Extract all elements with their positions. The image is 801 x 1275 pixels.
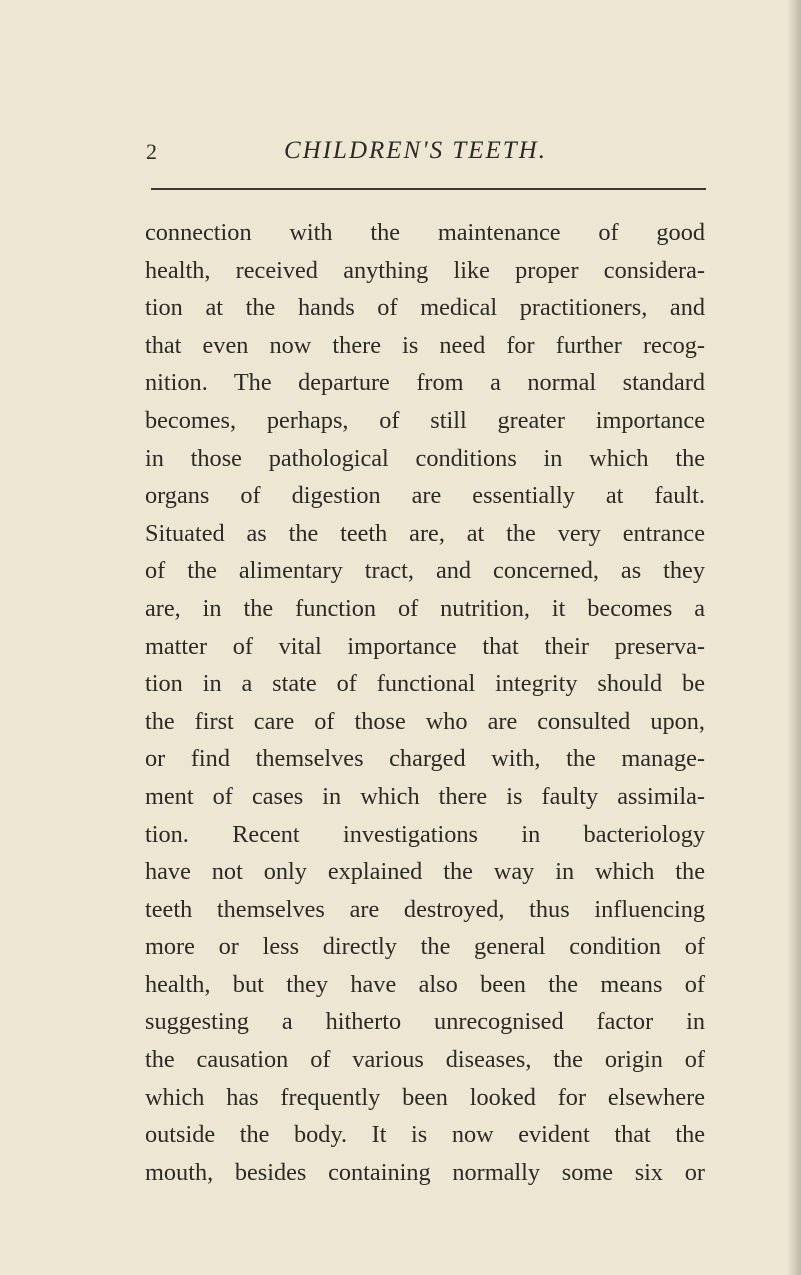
- text-line: Situated as the teeth are, at the very entrance: [145, 519, 705, 547]
- text-line: ment of cases in which there is faulty assimila-: [145, 782, 705, 810]
- text-line: which has frequently been looked for elsewhere: [145, 1083, 705, 1111]
- text-line: matter of vital importance that their preserva-: [145, 632, 705, 660]
- text-line: that even now there is need for further recog-: [145, 331, 705, 359]
- text-line: suggesting a hitherto unrecognised factor in: [145, 1008, 705, 1036]
- text-line: nition. The departure from a normal standard: [145, 369, 705, 397]
- text-line: health, received anything like proper considera-: [145, 256, 705, 284]
- body-text: [145, 214, 705, 1191]
- text-line: the causation of various diseases, the origin of: [145, 1046, 705, 1074]
- text-line: becomes, perhaps, of still greater importance: [145, 406, 705, 434]
- text-line: tion. Recent investigations in bacteriology: [145, 820, 705, 848]
- text-line: more or less directly the general condition of: [145, 933, 705, 961]
- text-line: are, in the function of nutrition, it becomes a: [145, 594, 705, 622]
- page-edge-shadow: [787, 0, 801, 1275]
- text-line: have not only explained the way in which the: [145, 858, 705, 886]
- header-rule: [151, 188, 706, 190]
- running-title: CHILDREN'S TEETH.: [284, 137, 547, 164]
- page-number: 2: [146, 139, 157, 164]
- text-line: health, but they have also been the means of: [145, 970, 705, 998]
- text-line: of the alimentary tract, and concerned, as they: [145, 557, 705, 585]
- text-line: the first care of those who are consulted upon,: [145, 707, 705, 735]
- text-line: tion in a state of functional integrity should be: [145, 670, 705, 698]
- text-line: teeth themselves are destroyed, thus influencing: [145, 895, 705, 923]
- text-line: connection with the maintenance of good: [145, 219, 705, 246]
- running-head: [146, 137, 706, 177]
- text-line: or find themselves charged with, the manage-: [145, 745, 705, 773]
- text-line: tion at the hands of medical practitioners, and: [145, 294, 705, 322]
- text-line: mouth, besides containing normally some six or: [145, 1158, 705, 1186]
- text-line: outside the body. It is now evident that the: [145, 1121, 705, 1149]
- text-line: in those pathological conditions in which the: [145, 444, 705, 472]
- text-line: organs of digestion are essentially at fault.: [145, 482, 705, 510]
